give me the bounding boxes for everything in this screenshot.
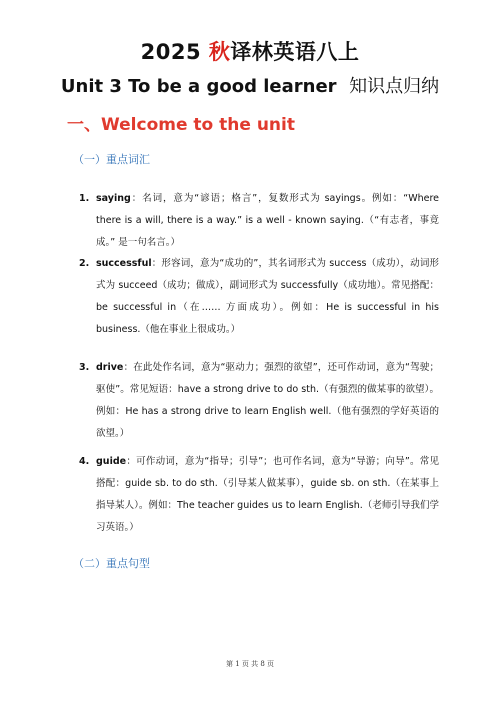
item-number: 3. [79,362,90,373]
vocab-item [79,253,439,341]
title-red-char: 秋 [208,40,231,64]
title-year: 2025 [140,40,202,64]
item-text: ：可作动词，意为“指导；引导”；也可作名词，意为“导游；向导”。常见搭配：guide sb. to do sth.（引导某人做某事），guide sb. on sth.（在某事上指导某人）。例如：The teacher guides us to learn English.（老师引导我们学习英语。） [96,456,439,533]
item-word: guide [96,456,127,467]
item-number: 1. [79,193,90,204]
section-heading-welcome: 一、Welcome to the unit [67,115,295,135]
item-word: drive [96,362,124,373]
item-number: 4. [79,456,90,467]
vocab-item [79,188,439,254]
item-text: ：名词，意为“谚语；格言”，复数形式为 sayings。例如：“Where there is a will, there is a way.” is a well - known saying.（“有志者，事竟成。” 是一句名言。） [96,193,439,248]
subtitle-en: Unit 3 To be a good learner [60,76,337,97]
vocab-item [79,357,439,445]
subsection-heading-sentences: （二）重点句型 [73,557,150,570]
document-title [0,36,500,66]
title-rest: 译林英语八上 [230,40,360,64]
item-text: ：在此处作名词，意为“驱动力；强烈的欲望”，还可作动词，意为“驾驶；驱使”。常见短语：have a strong drive to do sth.（有强烈的做某事的欲望）。例如：He has a strong drive to learn English well.（他有强烈的学好英语的欲望。） [96,362,439,439]
item-word: successful [96,258,152,269]
document-subtitle [0,72,500,98]
item-text: ：形容词，意为“成功的”，其名词形式为 success（成功），动词形式为 succeed（成功；做成），副词形式为 successfully（成功地）。常见搭配：be successful in（在…… 方面成功）。例如：He is successful in his business.（他在事业上很成功。） [96,258,439,335]
subsection-heading-vocabulary: （一）重点词汇 [73,153,150,166]
item-number: 2. [79,258,90,269]
vocab-item [79,451,439,539]
page-footer: 第 1 页 共 8 页 [225,660,275,668]
subtitle-cn: 知识点归纳 [349,76,440,97]
item-word: saying [96,193,131,204]
